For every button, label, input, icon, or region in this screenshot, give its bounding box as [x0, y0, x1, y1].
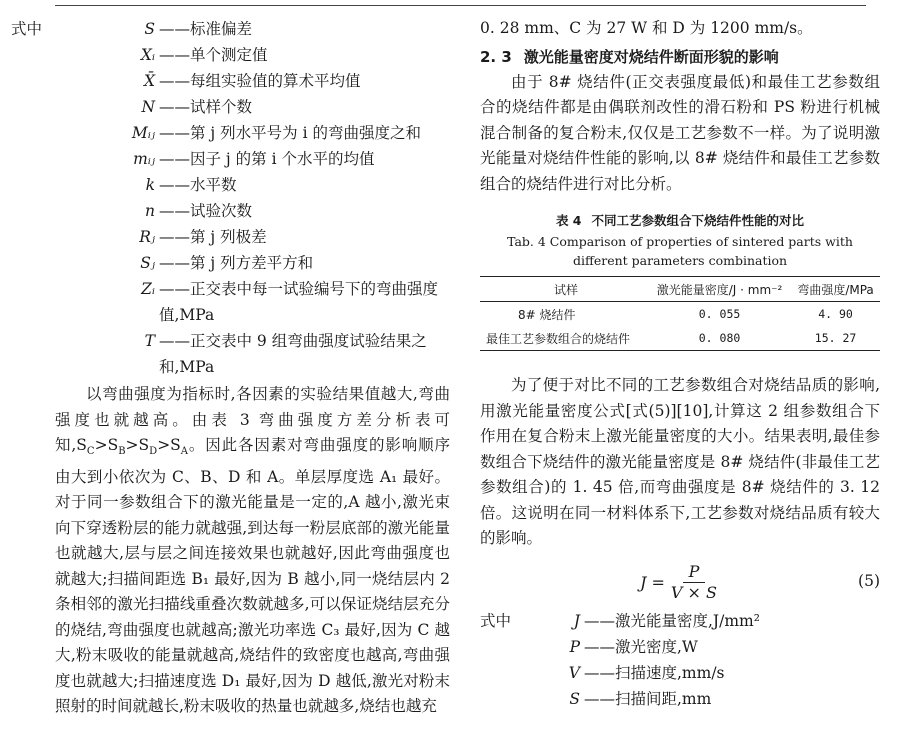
symbol-name: S: [569, 689, 580, 708]
properties-table: [480, 276, 880, 351]
symbol-name: S: [144, 20, 155, 38]
subscript: D: [149, 446, 158, 458]
symbol-description: ——扫描间距,mm: [584, 689, 712, 708]
symbol-description: ——第 j 列方差平方和: [159, 254, 314, 272]
symbol-row: [99, 120, 450, 146]
symbol-row: [524, 686, 880, 712]
symbol-description: ——水平数: [159, 176, 237, 194]
header-sample: 试样: [553, 282, 578, 297]
table-caption-cn: [480, 211, 880, 229]
symbols-label-right: 式中: [480, 611, 512, 630]
symbol-description: ——第 j 列水平号为 i 的弯曲强度之和: [159, 124, 421, 142]
cell-energy: 0. 080: [698, 331, 741, 345]
symbol-row: [99, 42, 450, 68]
symbol-name: P: [569, 637, 580, 656]
symbol-description: ——正交表中 9 组弯曲强度试验结果之和,MPa: [159, 332, 427, 376]
header-energy-density: 激光能量密度/J · mm⁻²: [656, 282, 783, 297]
equation-5: [480, 558, 880, 608]
equation-fraction: [671, 562, 717, 603]
cell-energy: 0. 055: [698, 307, 741, 321]
subscript: C: [86, 446, 95, 458]
symbol-row: [524, 634, 880, 660]
cell-strength: 4. 90: [818, 307, 853, 321]
table-caption-en: Tab. 4 Comparison of properties of sintered parts with different parameters combination: [507, 234, 853, 268]
table-row: [480, 302, 880, 327]
section-title: 激光能量密度对烧结件断面形貌的影响: [523, 47, 779, 66]
symbol-row: [99, 16, 450, 42]
symbol-name: Rⱼ: [139, 228, 155, 246]
symbol-description: ——激光能量密度,J/mm²: [584, 611, 760, 630]
symbol-description: ——标准偏差: [159, 20, 253, 38]
symbol-row: [99, 198, 450, 224]
symbol-row: [99, 94, 450, 120]
cell-sample: 8# 烧结件: [518, 307, 576, 322]
body-paragraph: [55, 382, 450, 720]
subscript: B: [118, 446, 126, 458]
paragraph-1: 由于 8# 烧结件(正交表强度最低)和最佳工艺参数组合的烧结件都是由偶联剂改性的滑石粉和 PS 粉进行机械混合制备的复合粉末,仅仅是工艺参数不一样。为了说明激光能量对烧结件性能的影响,以 8# 烧结件和最佳工艺参数组合的烧结件进行对比分析。: [480, 72, 880, 193]
symbol-description: ——单个测定值: [159, 46, 268, 64]
continued-line: 0. 28 mm、C 为 27 W 和 D 为 1200 mm/s。: [480, 19, 813, 37]
symbol-row: [99, 172, 450, 198]
symbol-name: k: [145, 176, 155, 194]
equation-denominator: V × S: [670, 582, 717, 602]
symbol-name: X̄: [143, 72, 155, 90]
paragraph-text: 以弯曲强度为指标时,各因素的实验结果值越大,弯曲强度也就越高。由表 3 弯曲强度方差分析表可知$,S_C>S_B>S_D>S_A$。因此各因素对弯曲强度的影响顺序由大到小依次为 C、B、D 和 A。单层厚度选 A₁ 最好。对于同一参数组合下的激光能量是一定的,A 越小,激光束向下穿透粉层的能力就越强,到达每一粉层底部的激光能量也就越大,层与层之间连接效果也就越好,因此弯曲强度也就越大;扫描间距选 B₁ 最好,因为 B 越小,同一烧结层内 2 条相邻的激光扫描线重叠次数就越多,可以保证烧结层充分的烧结,弯曲强度也就越高;激光功率选 C₃ 最好,因为 C 越大,粉末吸收的能量就越高,烧结件的致密度也越高,弯曲强度也就越大;扫描速度选 D₁ 最好,因为 D 越低,激光对粉末照射的时间就越长,粉末吸收的热量也就越多,烧结也越充: [55, 385, 450, 716]
symbol-description: ——激光密度,W: [584, 637, 698, 656]
equation-number: (5): [858, 571, 880, 590]
symbol-description: ——因子 j 的第 i 个水平的均值: [159, 150, 375, 168]
equation-lhs: J =: [640, 572, 665, 592]
equation-body: [640, 562, 717, 603]
section-number: 2. 3: [480, 47, 512, 66]
symbol-name: Xᵢ: [140, 46, 155, 64]
symbol-description: ——每组实验值的算术平均值: [159, 72, 361, 90]
symbol-name: mᵢⱼ: [133, 150, 155, 168]
symbol-row: [524, 660, 880, 686]
table-header-row: [480, 277, 880, 302]
section-heading: [480, 44, 880, 70]
table-title-cn: 不同工艺参数组合下烧结件性能的对比: [591, 213, 805, 228]
symbol-list: [11, 16, 450, 380]
symbol-description: ——试样个数: [159, 98, 253, 116]
table-number: 表 4: [555, 213, 582, 228]
left-column: [11, 16, 450, 720]
symbol-name: Zᵢ: [141, 280, 155, 298]
paragraph-2: 为了便于对比不同的工艺参数组合对烧结品质的影响,用激光能量密度公式[式(5)][10],计算这 2 组参数组合下作用在复合粉末上激光能量密度的大小。结果表明,最佳参数组合下烧结件的激光能量密度是 8# 烧结件(非最佳工艺参数组合)的 1. 45 倍,而弯曲强度是 8# 烧结件的 3. 12 倍。这说明在同一材料体系下,工艺参数对烧结品质有较大的影响。: [480, 376, 880, 547]
cell-strength: 15. 27: [814, 331, 857, 345]
cell-sample: 最佳工艺参数组合的烧结件: [486, 331, 631, 346]
top-rule: [55, 5, 866, 6]
symbol-description: ——正交表中每一试验编号下的弯曲强度值,MPa: [159, 280, 439, 324]
symbol-row: [99, 250, 450, 276]
symbols-label: 式中: [11, 20, 43, 38]
symbol-row: [99, 68, 450, 94]
equation-numerator: P: [683, 562, 706, 583]
symbol-name: n: [145, 202, 155, 220]
table-row: [480, 326, 880, 351]
header-bending-strength: 弯曲强度/MPa: [797, 282, 874, 297]
symbol-name: N: [141, 98, 155, 116]
subscript: A: [180, 446, 189, 458]
symbol-row: [99, 224, 450, 250]
symbol-name: V: [568, 663, 580, 682]
right-column: [480, 16, 880, 712]
symbol-description: ——第 j 列极差: [159, 228, 267, 246]
symbol-name: J: [573, 611, 580, 630]
symbol-row: [99, 146, 450, 172]
symbol-description: ——试验次数: [159, 202, 253, 220]
symbol-name: T: [144, 332, 155, 350]
symbol-row: [524, 608, 880, 634]
symbol-row: [99, 328, 450, 380]
symbol-name: Sⱼ: [140, 254, 155, 272]
symbol-row: [99, 276, 450, 328]
symbol-description: ——扫描速度,mm/s: [584, 663, 725, 682]
symbol-list-right: [480, 608, 880, 712]
symbol-name: Mᵢⱼ: [131, 124, 155, 142]
